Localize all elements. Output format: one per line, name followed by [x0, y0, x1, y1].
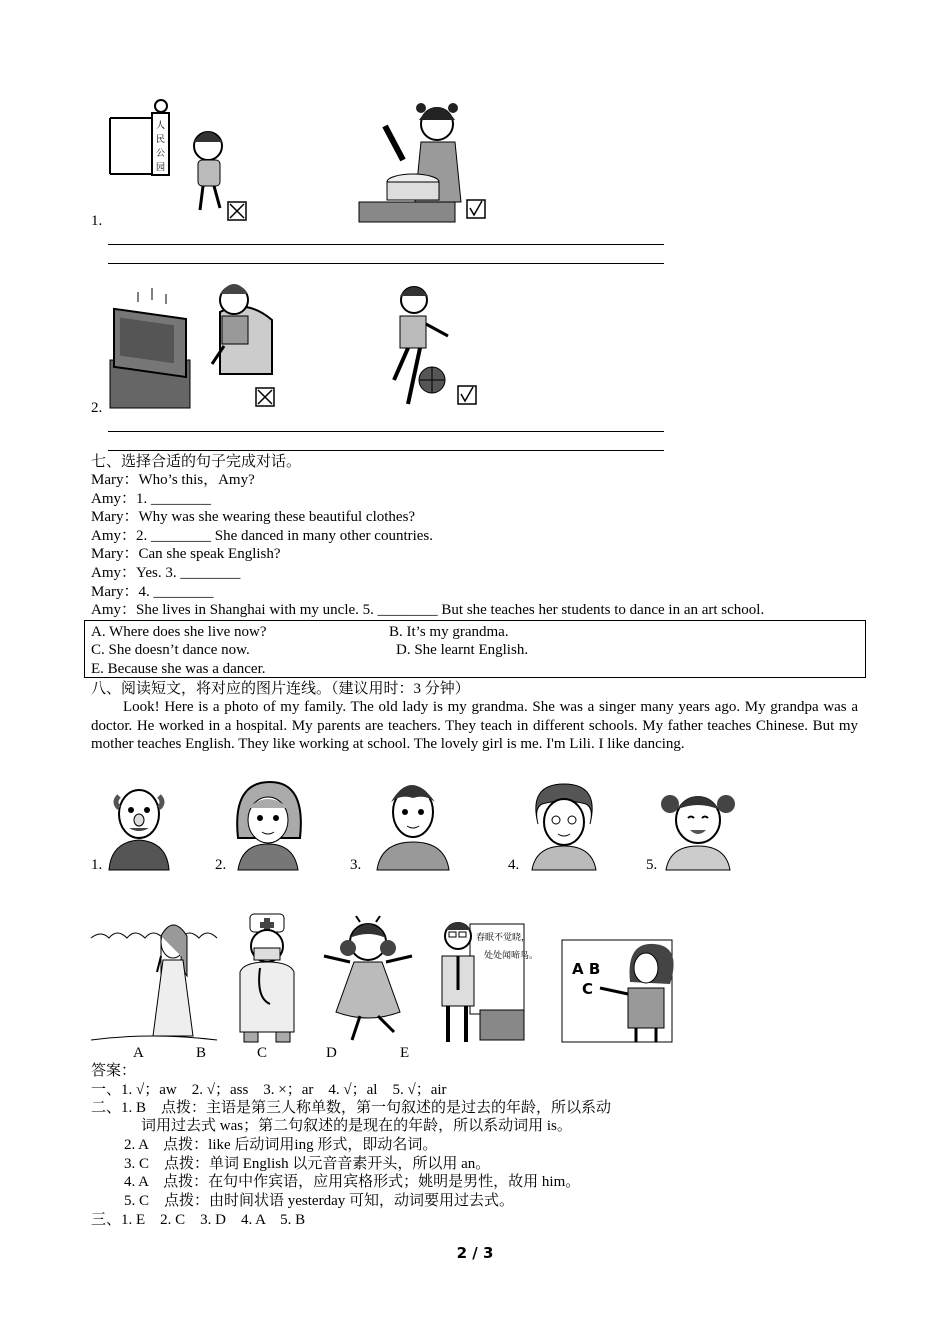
person-label: 5.	[646, 857, 658, 873]
girl-cake-illustration	[355, 96, 490, 224]
dialogue-line: Mary：Why was she wearing these beautiful clothes?	[91, 509, 416, 525]
picture-label: D	[326, 1045, 337, 1061]
option-e: E. Because she was a dancer.	[91, 661, 266, 677]
dialogue-line: Amy：She lives in Shanghai with my uncle. 5. ________ But she teaches her students to dance in an art school.	[91, 602, 765, 618]
answer-line: 5. C 点拨：由时间状语 yesterday 可知，动词要用过去式。	[124, 1193, 514, 1209]
park-sign-char: 园	[155, 163, 166, 173]
section-heading: 八、阅读短文，将对应的图片连线。（建议用时：3 分钟）	[91, 681, 470, 697]
dialogue-line: Mary：Who’s this，Amy?	[91, 472, 255, 488]
dancing-girl-picture	[320, 912, 416, 1044]
answers-title: 答案：	[91, 1063, 137, 1079]
item-number: 2.	[91, 400, 103, 416]
answer-line: 三、1. E 2. C 3. D 4. A 5. B	[91, 1212, 306, 1228]
park-sign-char: 公	[155, 149, 166, 159]
father-portrait	[375, 776, 451, 870]
writing-line[interactable]	[108, 263, 664, 264]
lili-portrait	[660, 780, 738, 870]
person-label: 4.	[508, 857, 520, 873]
english-teacher-picture	[560, 938, 674, 1044]
singer-picture	[91, 916, 217, 1044]
dialogue-line: Amy：1. ________	[91, 491, 212, 507]
option-d: D. She learnt English.	[396, 642, 529, 658]
item-number: 1.	[91, 213, 103, 229]
writing-line[interactable]	[108, 244, 664, 245]
option-c: C. She doesn’t dance now.	[91, 642, 250, 658]
option-a: A. Where does she live now?	[91, 624, 267, 640]
dialogue-line: Amy：2. ________ She danced in many other countries.	[91, 528, 434, 544]
picture-label: B	[196, 1045, 207, 1061]
options-box	[84, 620, 866, 678]
poem-line: 春眠不觉晓，	[476, 933, 531, 943]
grandma-portrait	[232, 778, 304, 870]
passage-text: Look! Here is a photo of my family. The old lady is my grandma. She was a singer many years ago. My grandpa was a doctor. He worked in a hospital. My parents are teachers. They teach in different schools. My father teaches Chinese. But my mother teaches English. They like working at school. The lovely girl is me. I'm Lili. I like dancing.	[91, 699, 858, 752]
writing-line[interactable]	[108, 431, 664, 432]
picture-label: C	[257, 1045, 268, 1061]
answer-line: 一、1. √；aw 2. √；ass 3. ×；ar 4. √；al 5. √；air	[91, 1082, 447, 1098]
dialogue-line: Mary：Can she speak English?	[91, 546, 281, 562]
person-label: 1.	[91, 857, 103, 873]
reading-passage	[91, 698, 858, 754]
person-label: 3.	[350, 857, 362, 873]
chinese-teacher-picture	[440, 914, 539, 1044]
page-number: 2 / 3	[456, 1244, 494, 1262]
answer-line: 2. A 点拨：like 后动词用ing 形式，即动名词。	[124, 1137, 438, 1153]
answer-line: 3. C 点拨：单词 English 以元音音素开头，所以用 an。	[124, 1156, 491, 1172]
picture-label: A	[133, 1045, 144, 1061]
option-b: B. It’s my grandma.	[389, 624, 509, 640]
person-label: 2.	[215, 857, 227, 873]
answer-line: 二、1. B 点拨：主语是第三人称单数，第一句叙述的是过去的年龄，所以系动	[91, 1100, 612, 1116]
park-sign-char: 民	[155, 135, 166, 145]
park-sign-char: 人	[155, 121, 166, 131]
picture-label: E	[400, 1045, 410, 1061]
mother-portrait	[528, 780, 600, 870]
board-letter-c: C	[582, 980, 594, 998]
answer-line: 4. A 点拨：在句中作宾语，应用宾格形式；姚明是男性，故用 him。	[124, 1174, 581, 1190]
writing-line[interactable]	[108, 450, 664, 451]
section-heading: 七、选择合适的句子完成对话。	[91, 454, 302, 470]
grandpa-portrait	[107, 778, 171, 870]
board-letters: A B	[572, 960, 601, 978]
answer-line: 词用过去式 was；第二句叙述的是现在的年龄，所以系动词用 is。	[141, 1118, 572, 1134]
boy-tv-illustration	[108, 272, 284, 410]
doctor-picture	[236, 912, 302, 1044]
boy-basketball-illustration	[378, 284, 484, 410]
park-sign-illustration	[108, 98, 248, 222]
dialogue-line: Amy：Yes. 3. ________	[91, 565, 241, 581]
dialogue-line: Mary：4. ________	[91, 584, 214, 600]
poem-line: 处处闻啼鸟。	[484, 951, 539, 961]
